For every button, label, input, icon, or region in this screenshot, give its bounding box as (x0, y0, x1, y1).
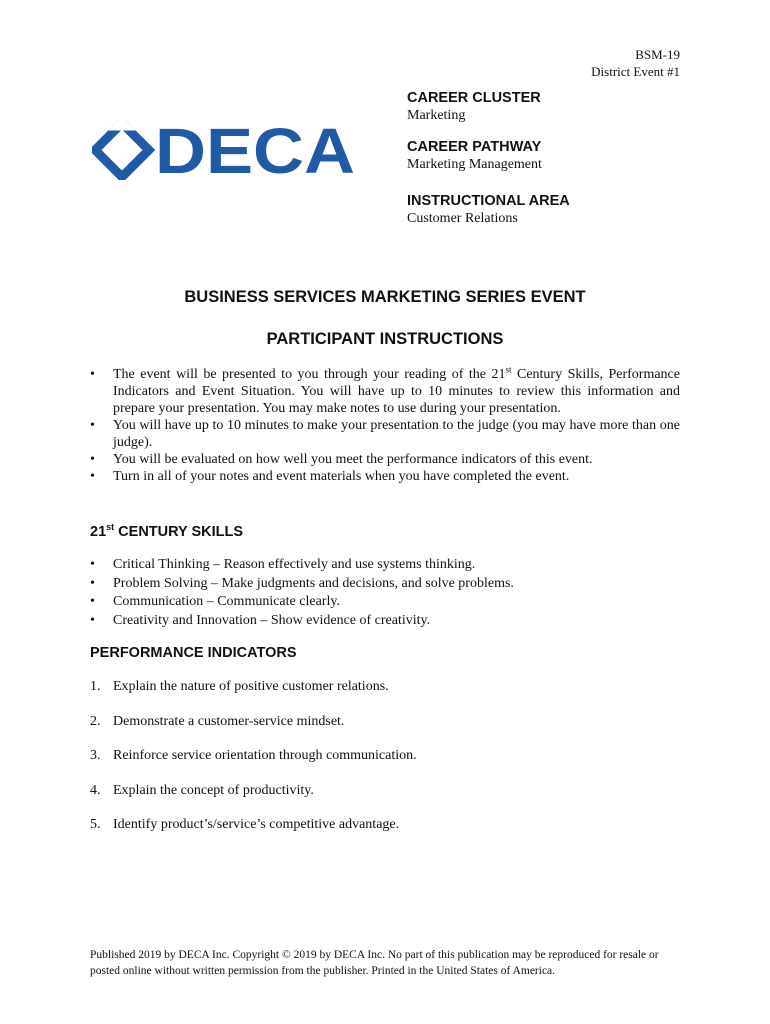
list-item (90, 451, 680, 468)
indicator-text: Explain the nature of positive customer relations. (113, 679, 389, 694)
skills-heading-number: 21 (90, 523, 107, 540)
instructional-area-value: Customer Relations (407, 211, 518, 226)
ordinal-suffix: st (505, 364, 512, 375)
list-item (90, 714, 417, 749)
list-item (90, 575, 680, 594)
item-number: 2. (90, 713, 101, 729)
list-item (90, 817, 417, 852)
list-item (90, 417, 680, 451)
instructions-list (90, 366, 680, 485)
document-code (591, 46, 680, 80)
skills-heading-text: CENTURY SKILLS (114, 523, 244, 540)
skill-text: Creativity and Innovation – Show evidence of creativity. (113, 613, 431, 629)
list-item (90, 468, 680, 485)
career-pathway (407, 139, 707, 173)
performance-indicators-list (90, 679, 417, 852)
bullet-icon: • (90, 469, 95, 484)
list-item (90, 556, 680, 575)
career-cluster-value: Marketing (407, 108, 466, 123)
instructional-area (407, 193, 707, 227)
item-number: 5. (90, 817, 101, 832)
career-pathway-label: CAREER PATHWAY (407, 139, 542, 155)
instruction-text: You will have up to 10 minutes to make your presentation to the judge (you may have more than one judge). (113, 418, 680, 450)
instruction-text: Century Skills, Performance Indicators and Event Situation. You will have up to 10 minutes to review this information and prepare your presentation. You may make notes to use during your presentation. (113, 367, 680, 416)
bullet-icon: • (90, 367, 95, 382)
indicator-text: Identify product’s/service’s competitive advantage. (113, 817, 400, 832)
instructional-area-label: INSTRUCTIONAL AREA (407, 193, 570, 209)
list-item (90, 366, 680, 417)
page-title: BUSINESS SERVICES MARKETING SERIES EVENT (184, 288, 586, 306)
indicator-text: Demonstrate a customer-service mindset. (113, 713, 345, 729)
skills-list (90, 556, 680, 631)
indicator-text: Reinforce service orientation through communication. (113, 748, 417, 763)
bullet-icon: • (90, 613, 95, 629)
instruction-text: The event will be presented to you through your reading of the 21 (113, 367, 506, 382)
skill-text: Communication – Communicate clearly. (113, 594, 340, 610)
event-metadata (407, 90, 707, 242)
deca-logo (92, 120, 360, 180)
career-cluster (407, 90, 707, 124)
career-pathway-value: Marketing Management (407, 157, 542, 172)
skill-text: Critical Thinking – Reason effectively and use systems thinking. (113, 557, 476, 572)
bullet-icon: • (90, 452, 95, 467)
instruction-text: Turn in all of your notes and event materials when you have completed the event. (113, 469, 570, 484)
bullet-icon: • (90, 557, 95, 572)
list-item (90, 612, 680, 631)
bullet-icon: • (90, 594, 95, 610)
ordinal-suffix: st (106, 522, 115, 532)
skill-text: Problem Solving – Make judgments and decisions, and solve problems. (113, 575, 514, 591)
performance-indicators-heading: PERFORMANCE INDICATORS (90, 645, 297, 661)
list-item (90, 783, 417, 818)
item-number: 1. (90, 679, 101, 694)
list-item (90, 593, 680, 612)
event-code: BSM-19 (635, 47, 680, 62)
skills-heading (90, 522, 243, 540)
item-number: 4. (90, 782, 101, 798)
instruction-text: You will be evaluated on how well you meet the performance indicators of this event. (113, 452, 593, 467)
indicator-text: Explain the concept of productivity. (113, 782, 314, 798)
list-item (90, 679, 417, 714)
list-item (90, 748, 417, 783)
career-cluster-label: CAREER CLUSTER (407, 90, 541, 106)
item-number: 3. (90, 748, 101, 763)
page-subtitle: PARTICIPANT INSTRUCTIONS (266, 330, 504, 348)
bullet-icon: • (90, 418, 95, 433)
copyright-footer: Published 2019 by DECA Inc. Copyright © 2019 by DECA Inc. No part of this publication may be reproduced for resale or posted online without written permission from the publisher. Printed in the United States of America. (90, 949, 659, 977)
bullet-icon: • (90, 575, 95, 591)
event-level: District Event #1 (591, 64, 680, 79)
deca-diamond-logo-icon (92, 120, 152, 177)
deca-logo-text: DECA (155, 120, 355, 180)
